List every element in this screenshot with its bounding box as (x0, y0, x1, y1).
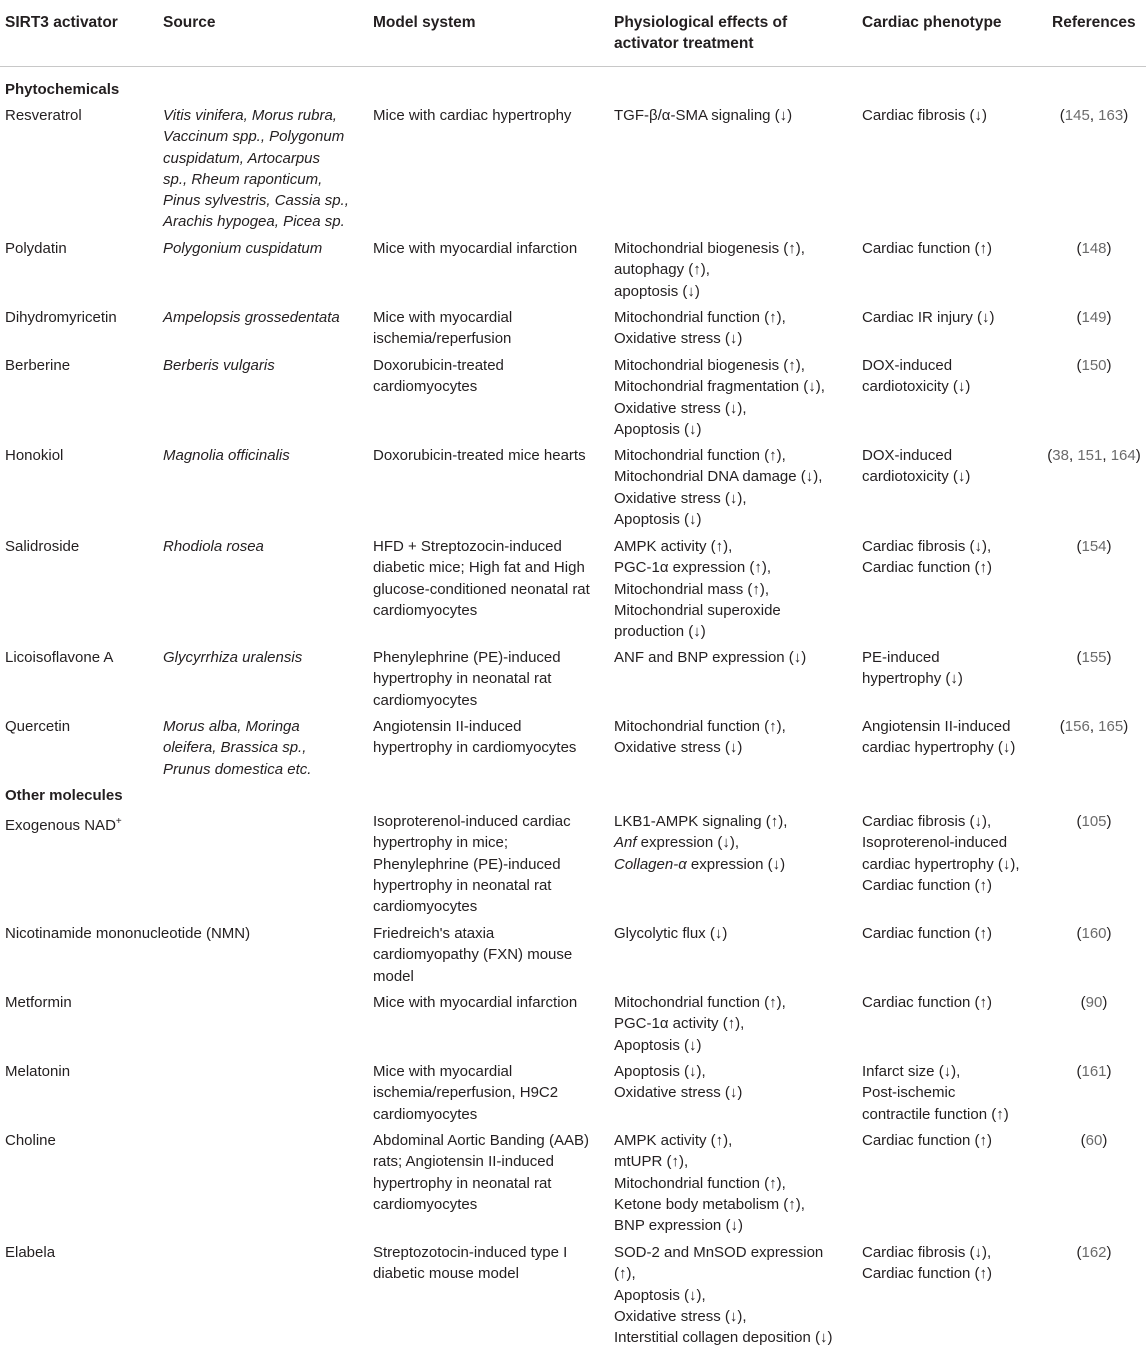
phenotype-cell (862, 536, 1042, 579)
cell-line: Cardiac fibrosis (↓), (862, 538, 992, 555)
cell-line: cardiomyocytes (373, 1105, 478, 1123)
cell-line: Mice with myocardial (373, 1063, 513, 1080)
references-cell: (156, 165) (1059, 718, 1129, 735)
cell-line: Isoproterenol-induced (862, 834, 1008, 852)
cell-line: PGC-1α expression (↑), (614, 559, 772, 577)
cell-line: Cardiac function (↑) (862, 876, 993, 894)
cell-line: Cardiac function (↑) (862, 1132, 993, 1149)
cell-line: Cardiac fibrosis (↓) (862, 107, 988, 124)
reference-link[interactable]: 145 (1064, 107, 1090, 124)
cell-line: Doxorubicin-treated mice hearts (373, 447, 586, 464)
cell-line: Metformin (5, 994, 72, 1011)
references-cell: (154) (1076, 538, 1112, 555)
cell-line: oleifera, Brassica sp., (163, 739, 307, 757)
cell-line: AMPK activity (↑), (614, 1132, 733, 1149)
source-cell (163, 105, 363, 233)
phenotype-cell (862, 716, 1042, 759)
activator-name (5, 238, 155, 259)
model-system-cell (373, 811, 603, 917)
source-cell (163, 536, 363, 557)
cell-line: Mitochondrial mass (↑), (614, 580, 770, 598)
references-cell: (60) (1080, 1132, 1108, 1149)
cell-line: glucose-conditioned neonatal rat (373, 580, 590, 598)
cell-line: Vitis vinifera, Morus rubra, (163, 107, 337, 124)
cell-line: Salidroside (5, 538, 80, 555)
source-cell (163, 238, 363, 259)
cell-line: SOD-2 and MnSOD expression (614, 1244, 824, 1261)
cell-line: ischemia/reperfusion (373, 330, 512, 348)
cell-line: hypertrophy in mice; (373, 834, 509, 852)
cell-line: Apoptosis (↓) (614, 1036, 702, 1054)
cell-line: PGC-1α activity (↑), (614, 1015, 745, 1033)
reference-link[interactable]: 165 (1098, 718, 1124, 735)
cell-line: Melatonin (5, 1063, 71, 1080)
cell-line: cardiac hypertrophy (↓), (862, 855, 1020, 873)
cell-line: Mitochondrial biogenesis (↑), (614, 357, 805, 374)
cell-line: Streptozotocin-induced type I (373, 1244, 568, 1261)
cell-line: Collagen-α expression (↓) (614, 855, 786, 873)
cell-line: Choline (5, 1132, 56, 1149)
activator-name (5, 445, 155, 466)
phenotype-cell (862, 1061, 1042, 1125)
reference-link[interactable]: 160 (1081, 925, 1107, 942)
effects-cell (614, 445, 854, 530)
activator-name (5, 355, 155, 376)
cell-line: Cardiac function (↑) (862, 1265, 993, 1283)
reference-link[interactable]: 162 (1081, 1244, 1107, 1261)
phenotype-cell (862, 647, 1042, 690)
references-cell: (38, 151, 164) (1047, 447, 1141, 464)
cell-line: ischemia/reperfusion, H9C2 (373, 1084, 559, 1102)
cell-line: Mitochondrial function (↑), (614, 718, 786, 735)
activator-name (5, 811, 155, 836)
cell-line: cardiomyocytes (373, 1195, 478, 1213)
cell-line: Cardiac function (↑) (862, 559, 993, 577)
cell-line: Apoptosis (↓) (614, 510, 702, 528)
cell-line: Dihydromyricetin (5, 309, 117, 326)
cell-line: ANF and BNP expression (↓) (614, 649, 807, 666)
cell-line: Apoptosis (↓), (614, 1063, 706, 1080)
reference-link[interactable]: 60 (1085, 1132, 1103, 1149)
cell-line: Apoptosis (↓) (614, 420, 702, 438)
activator-name (5, 992, 155, 1013)
effects-cell (614, 647, 854, 668)
cell-line: Oxidative stress (↓) (614, 739, 743, 757)
model-system-cell (373, 536, 603, 621)
cell-line: Anf expression (↓), (614, 834, 740, 852)
references-cell: (148) (1076, 240, 1112, 257)
cell-line: Mice with myocardial infarction (373, 240, 578, 257)
cell-line: rats; Angiotensin II-induced (373, 1153, 554, 1171)
model-system-cell (373, 923, 603, 987)
cell-line: production (↓) (614, 623, 706, 641)
cell-line: mtUPR (↑), (614, 1153, 689, 1171)
header-cardiac-phenotype: Cardiac phenotype (862, 14, 1002, 31)
header-source: Source (163, 14, 216, 31)
cell-line: hypertrophy in neonatal rat (373, 1174, 552, 1192)
cell-line: Glycyrrhiza uralensis (163, 649, 303, 666)
cell-line: cardiomyocytes (373, 898, 478, 916)
source-cell (163, 445, 363, 466)
source-cell (163, 307, 363, 328)
cell-line: LKB1-AMPK signaling (↑), (614, 813, 788, 830)
header-line: Physiological effects of (614, 14, 788, 31)
cell-line: Cardiac function (↑) (862, 925, 993, 942)
cell-line: Elabela (5, 1244, 56, 1261)
reference-link[interactable]: 164 (1110, 447, 1136, 464)
cell-line: Morus alba, Moringa (163, 718, 300, 735)
cell-line: Infarct size (↓), (862, 1063, 961, 1080)
cell-line: DOX-induced (862, 357, 953, 374)
cell-line: Post-ischemic (862, 1084, 956, 1102)
cell-line: Oxidative stress (↓) (614, 1084, 743, 1102)
cell-line: Ampelopsis grossedentata (163, 309, 340, 326)
cell-line: diabetic mice; High fat and High (373, 559, 585, 577)
cell-line: cardiac hypertrophy (↓) (862, 739, 1016, 757)
cell-line: Exogenous NAD+ (5, 816, 122, 834)
cell-line: Vaccinum spp., Polygonum (163, 128, 345, 146)
cell-line: Polydatin (5, 240, 67, 257)
reference-link[interactable]: 149 (1081, 309, 1107, 326)
cell-line: contractile function (↑) (862, 1105, 1009, 1123)
model-system-cell (373, 238, 603, 259)
reference-link[interactable]: 90 (1085, 994, 1103, 1011)
activator-name (5, 1130, 155, 1151)
reference-link[interactable]: 148 (1081, 240, 1107, 257)
cell-line: autophagy (↑), (614, 261, 710, 279)
cell-line: Oxidative stress (↓), (614, 1307, 747, 1325)
references-cell: (145, 163) (1059, 107, 1129, 124)
cell-line: Arachis hypogea, Picea sp. (163, 213, 345, 231)
cell-line: model (373, 967, 414, 985)
cell-line: HFD + Streptozocin-induced (373, 538, 562, 555)
cell-line: apoptosis (↓) (614, 282, 700, 300)
phenotype-cell (862, 923, 1042, 944)
cell-line: hypertrophy in neonatal rat (373, 876, 552, 894)
activator-name (5, 716, 155, 737)
cell-line: hypertrophy in cardiomyocytes (373, 739, 577, 757)
cell-line: BNP expression (↓) (614, 1217, 743, 1235)
section-phytochemicals: Phytochemicals (5, 81, 120, 98)
model-system-cell (373, 647, 603, 711)
cell-line: Glycolytic flux (↓) (614, 925, 728, 942)
cell-line: Phenylephrine (PE)-induced (373, 855, 561, 873)
cell-line: cardiomyocytes (373, 601, 478, 619)
header-physiological-effects (614, 12, 787, 54)
cell-line: Berberine (5, 357, 71, 374)
phenotype-cell (862, 445, 1042, 488)
reference-link[interactable]: 155 (1081, 649, 1107, 666)
cell-line: Prunus domestica etc. (163, 760, 312, 778)
source-cell (163, 716, 363, 780)
cell-line: sp., Rheum raponticum, (163, 170, 323, 188)
cell-line: AMPK activity (↑), (614, 538, 733, 555)
cell-line: Resveratrol (5, 107, 82, 124)
activator-name (5, 536, 155, 557)
source-cell (163, 647, 363, 668)
activator-name (5, 1061, 155, 1082)
reference-link[interactable]: 150 (1081, 357, 1107, 374)
cell-line: Mice with myocardial (373, 309, 513, 326)
cell-line: Pinus sylvestris, Cassia sp., (163, 192, 349, 210)
activator-name (5, 923, 251, 944)
cell-line: cardiomyocytes (373, 378, 478, 396)
effects-cell (614, 1242, 854, 1348)
cell-line: Cardiac fibrosis (↓), (862, 1244, 992, 1261)
cell-line: Mitochondrial function (↑), (614, 309, 786, 326)
cell-line: Mitochondrial function (↑), (614, 994, 786, 1011)
cell-line: cardiomyocytes (373, 691, 478, 709)
cell-line: cuspidatum, Artocarpus (163, 149, 321, 167)
cell-line: diabetic mouse model (373, 1265, 519, 1283)
cell-line: (↑), (614, 1265, 636, 1283)
cell-line: Magnolia officinalis (163, 447, 290, 464)
activator-name (5, 307, 155, 328)
cell-line: Mitochondrial DNA damage (↓), (614, 468, 823, 486)
model-system-cell (373, 992, 603, 1013)
cell-line: Cardiac fibrosis (↓), (862, 813, 992, 830)
cell-line: Cardiac IR injury (↓) (862, 309, 995, 326)
effects-cell (614, 992, 854, 1056)
reference-link[interactable]: 154 (1081, 538, 1107, 555)
cell-line: Berberis vulgaris (163, 357, 275, 374)
cell-line: Oxidative stress (↓), (614, 399, 747, 417)
effects-cell (614, 1061, 854, 1104)
model-system-cell (373, 1130, 603, 1215)
effects-cell (614, 923, 854, 944)
phenotype-cell (862, 992, 1042, 1013)
cell-line: Quercetin (5, 718, 71, 735)
header-model-system: Model system (373, 14, 476, 31)
cell-line: cardiomyopathy (FXN) mouse (373, 946, 573, 964)
cell-line: Cardiac function (↑) (862, 240, 993, 257)
model-system-cell (373, 1242, 603, 1285)
phenotype-cell (862, 1130, 1042, 1151)
references-cell: (150) (1076, 357, 1112, 374)
cell-line: Licoisoflavone A (5, 649, 114, 666)
references-cell: (161) (1076, 1063, 1112, 1080)
references-cell: (162) (1076, 1244, 1112, 1261)
cell-line: Oxidative stress (↓) (614, 330, 743, 348)
effects-cell (614, 307, 854, 350)
reference-link[interactable]: 105 (1081, 813, 1107, 830)
cell-line: Cardiac function (↑) (862, 994, 993, 1011)
effects-cell (614, 811, 854, 875)
model-system-cell (373, 445, 603, 466)
references-cell: (105) (1076, 813, 1112, 830)
cell-line: Abdominal Aortic Banding (AAB) (373, 1132, 589, 1149)
model-system-cell (373, 1061, 603, 1125)
cell-line: hypertrophy (↓) (862, 670, 963, 688)
activator-name (5, 647, 155, 668)
section-other-molecules: Other molecules (5, 787, 123, 804)
cell-line: Apoptosis (↓), (614, 1286, 706, 1304)
cell-line: Angiotensin II-induced (373, 718, 522, 735)
cell-line: Phenylephrine (PE)-induced (373, 649, 561, 666)
cell-line: Ketone body metabolism (↑), (614, 1195, 805, 1213)
cell-line: Mitochondrial function (↑), (614, 447, 786, 464)
header-line: activator treatment (614, 35, 754, 52)
effects-cell (614, 716, 854, 759)
cell-line: Mitochondrial superoxide (614, 601, 781, 619)
model-system-cell (373, 716, 603, 759)
cell-line: Polygonium cuspidatum (163, 240, 323, 257)
references-cell: (149) (1076, 309, 1112, 326)
cell-line: Doxorubicin-treated (373, 357, 504, 374)
reference-link[interactable]: 163 (1098, 107, 1124, 124)
effects-cell (614, 1130, 854, 1236)
cell-line: Mitochondrial biogenesis (↑), (614, 240, 805, 257)
cell-line: DOX-induced (862, 447, 953, 464)
cell-line: Friedreich's ataxia (373, 925, 495, 942)
reference-link[interactable]: 161 (1081, 1063, 1107, 1080)
cell-line: Oxidative stress (↓), (614, 489, 747, 507)
reference-link[interactable]: 38 (1052, 447, 1069, 464)
model-system-cell (373, 307, 603, 350)
cell-line: Mice with cardiac hypertrophy (373, 107, 572, 124)
phenotype-cell (862, 307, 1042, 328)
cell-line: Honokiol (5, 447, 64, 464)
cell-line: hypertrophy in neonatal rat (373, 670, 552, 688)
effects-cell (614, 105, 854, 126)
cell-line: Angiotensin II-induced (862, 718, 1011, 735)
cell-line: Rhodiola rosea (163, 538, 264, 555)
references-cell: (155) (1076, 649, 1112, 666)
model-system-cell (373, 355, 603, 398)
effects-cell (614, 536, 854, 642)
cell-line: cardiotoxicity (↓) (862, 468, 971, 486)
cell-line: Mice with myocardial infarction (373, 994, 578, 1011)
cell-line: Isoproterenol-induced cardiac (373, 813, 571, 830)
reference-link[interactable]: 156 (1064, 718, 1090, 735)
header-sirt3-activator: SIRT3 activator (5, 14, 118, 31)
header-references: References (1052, 14, 1136, 31)
source-cell (163, 355, 363, 376)
cell-line: PE-induced (862, 649, 940, 666)
cell-line: Interstitial collagen deposition (↓) (614, 1329, 833, 1347)
phenotype-cell (862, 1242, 1042, 1285)
phenotype-cell (862, 105, 1042, 126)
cell-line: TGF-β/α-SMA signaling (↓) (614, 107, 793, 124)
cell-line: cardiotoxicity (↓) (862, 378, 971, 396)
activator-name (5, 105, 155, 126)
phenotype-cell (862, 238, 1042, 259)
phenotype-cell (862, 811, 1042, 896)
activator-name (5, 1242, 155, 1263)
cell-line: Mitochondrial function (↑), (614, 1174, 786, 1192)
references-cell: (160) (1076, 925, 1112, 942)
cell-line: Mitochondrial fragmentation (↓), (614, 378, 825, 396)
model-system-cell (373, 105, 603, 126)
cell-line: Nicotinamide mononucleotide (NMN) (5, 925, 251, 942)
phenotype-cell (862, 355, 1042, 398)
effects-cell (614, 238, 854, 302)
reference-link[interactable]: 151 (1077, 447, 1103, 464)
effects-cell (614, 355, 854, 440)
table-header (0, 0, 1146, 67)
references-cell: (90) (1080, 994, 1108, 1011)
